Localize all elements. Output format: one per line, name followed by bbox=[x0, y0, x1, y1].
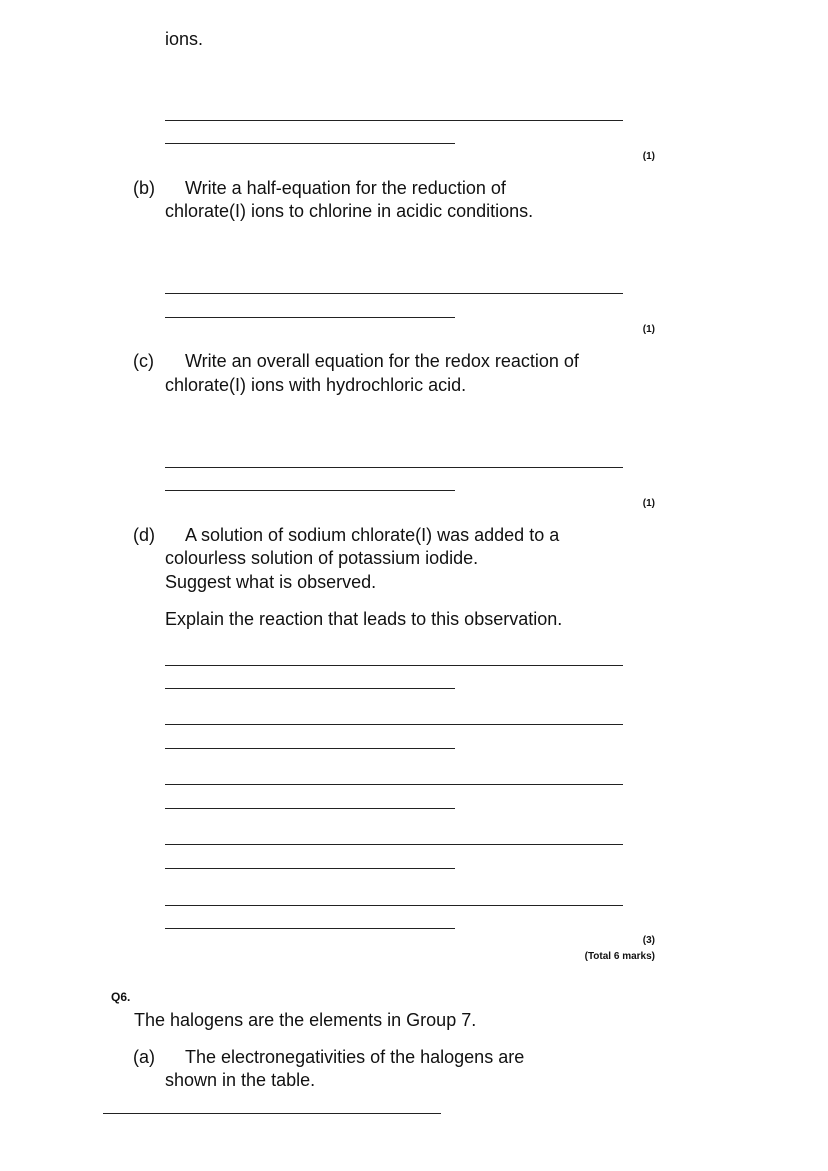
footnote-separator bbox=[103, 1113, 441, 1114]
answer-line bbox=[165, 665, 623, 666]
marks-label: (1) bbox=[642, 151, 655, 162]
question-c-line2: chlorate(I) ions with hydrochloric acid. bbox=[165, 375, 467, 395]
answer-line bbox=[165, 905, 623, 906]
answer-line bbox=[165, 868, 455, 869]
question-d-line1 bbox=[133, 524, 559, 547]
question-b-line1 bbox=[133, 177, 506, 200]
question-number: Q6. bbox=[111, 990, 131, 1004]
part-label-b: (b) bbox=[133, 178, 155, 198]
answer-line bbox=[165, 808, 455, 809]
q6-a-line1 bbox=[133, 1046, 524, 1069]
part-label-c: (c) bbox=[133, 351, 154, 371]
answer-line bbox=[165, 748, 455, 749]
answer-line bbox=[165, 784, 623, 785]
q6-intro: The halogens are the elements in Group 7. bbox=[134, 1010, 477, 1030]
q6-a-text: The electronegativities of the halogens are bbox=[185, 1047, 525, 1067]
part-label-d: (d) bbox=[133, 525, 155, 545]
answer-line bbox=[165, 317, 455, 318]
answer-line bbox=[165, 688, 455, 689]
question-c-text: Write an overall equation for the redox reaction of bbox=[185, 351, 579, 371]
question-d-line2: colourless solution of potassium iodide. bbox=[165, 548, 479, 568]
part-label-a: (a) bbox=[133, 1047, 155, 1067]
answer-line bbox=[165, 724, 623, 725]
q6-a-line2: shown in the table. bbox=[165, 1070, 316, 1090]
question-b-text: Write a half-equation for the reduction of bbox=[185, 178, 506, 198]
answer-line bbox=[165, 928, 455, 929]
question-d-line3: Suggest what is observed. bbox=[165, 572, 377, 592]
answer-line bbox=[165, 120, 623, 121]
answer-line bbox=[165, 490, 455, 491]
answer-line bbox=[165, 467, 623, 468]
continued-text: ions. bbox=[165, 29, 204, 49]
marks-label: (3) bbox=[642, 935, 655, 946]
answer-line bbox=[165, 293, 623, 294]
question-c-line1 bbox=[133, 350, 579, 373]
answer-line bbox=[165, 143, 455, 144]
marks-label: (1) bbox=[642, 498, 655, 509]
question-d-line4: Explain the reaction that leads to this observation. bbox=[165, 609, 563, 629]
total-marks-label: (Total 6 marks) bbox=[584, 951, 655, 962]
question-d-text: A solution of sodium chlorate(I) was added to a bbox=[185, 525, 560, 545]
question-b-line2: chlorate(I) ions to chlorine in acidic conditions. bbox=[165, 201, 534, 221]
answer-line bbox=[165, 844, 623, 845]
marks-label: (1) bbox=[642, 324, 655, 335]
